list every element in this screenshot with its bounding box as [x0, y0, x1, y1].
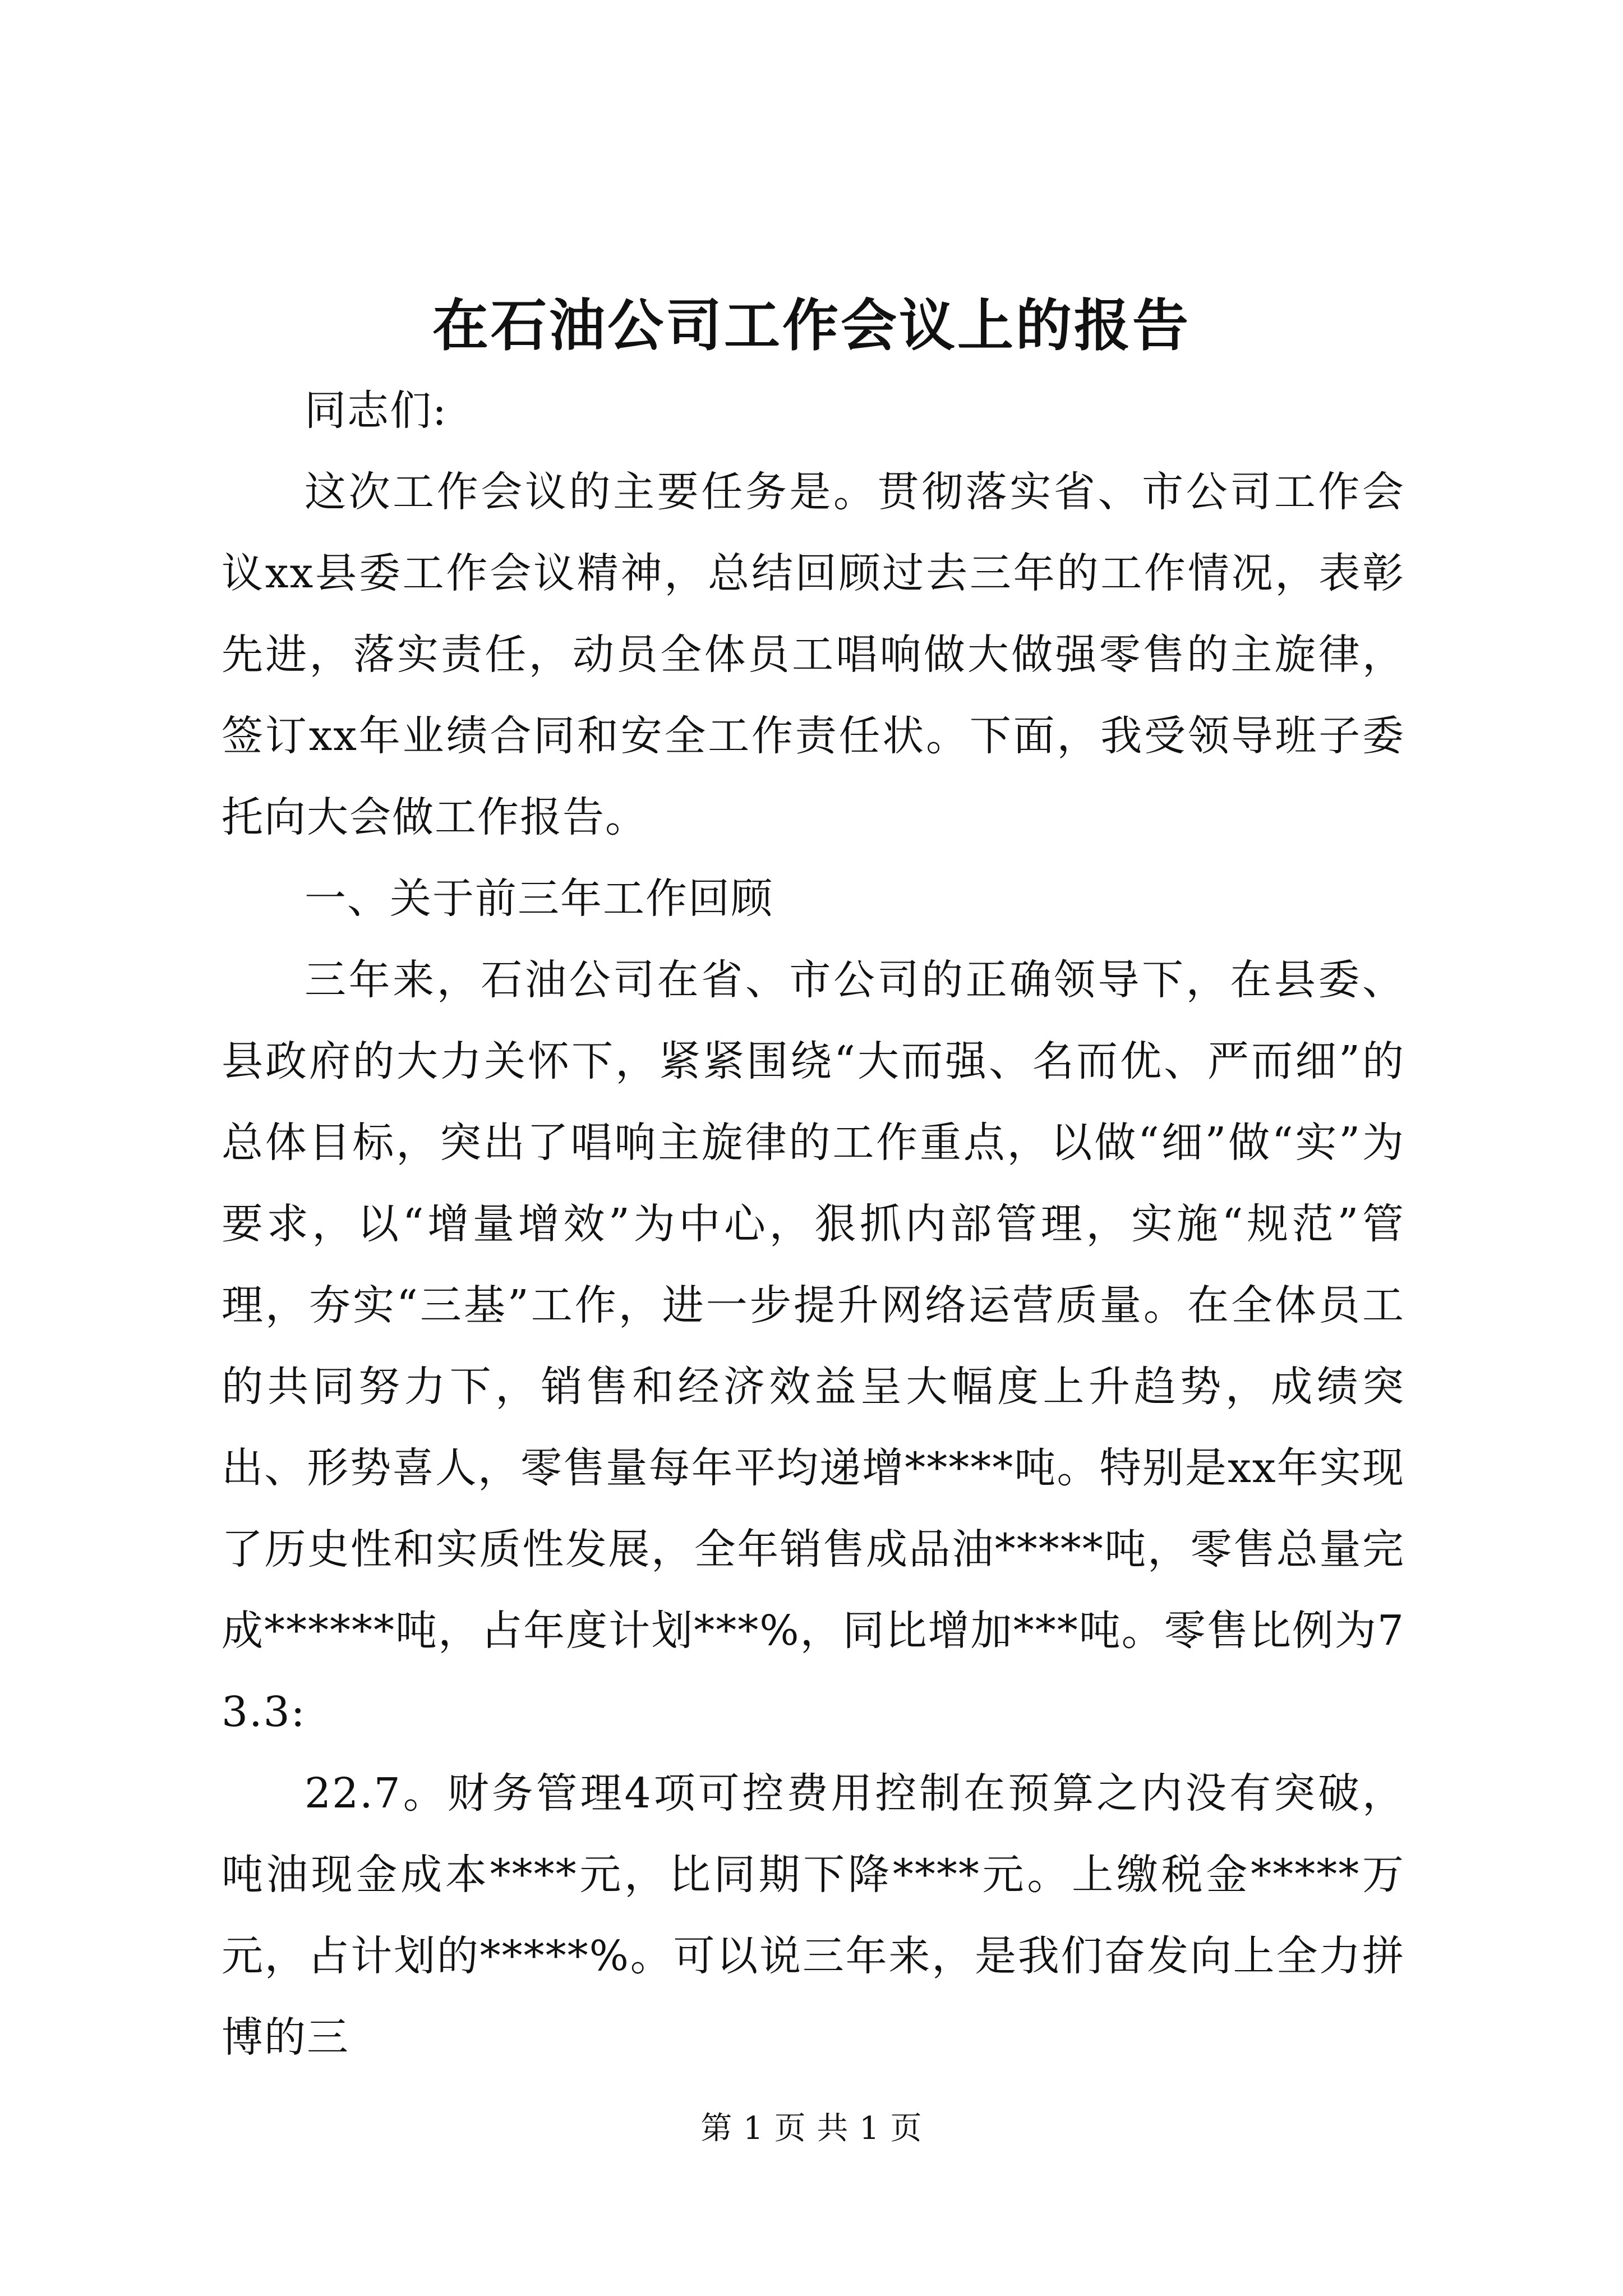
- paragraph-intro: 这次工作会议的主要任务是。贯彻落实省、市公司工作会议xx县委工作会议精神，总结回顾过去三年的工作情况，表彰先进，落实责任，动员全体员工唱响做大做强零售的主旋律，签订xx年业绩合同和安全工作责任状。下面，我受领导班子委托向大会做工作报告。: [222, 468, 1405, 841]
- document-body: [222, 370, 1405, 2078]
- page-footer: 第 1 页 共 1 页: [700, 2110, 923, 2147]
- paragraph-review: 三年来，石油公司在省、市公司的正确领导下，在县委、县政府的大力关怀下，紧紧围绕“大而强、名而优、严而细”的总体目标，突出了唱响主旋律的工作重点，以做“细”做“实”为要求，以“增量增效”为中心，狠抓内部管理，实施“规范”管理，夯实“三基”工作，进一步提升网络运营质量。在全体员工的共同努力下，销售和经济效益呈大幅度上升趋势，成绩突出、形势喜人，零售量每年平均递增*****吨。特别是xx年实现了历史性和实质性发展，全年销售成品油*****吨，零售总量完成******吨，占年度计划***%，同比增加***吨。零售比例为73.3:: [222, 956, 1405, 1736]
- paragraph-finance: 22.7。财务管理4项可控费用控制在预算之内没有突破，吨油现金成本****元，比同期下降****元。上缴税金*****万元，占计划的*****%。可以说三年来，是我们奋发向上全力拼博的三: [222, 1769, 1405, 2062]
- document-title: 在石油公司工作会议上的报告: [432, 292, 1191, 358]
- greeting: 同志们:: [305, 386, 448, 435]
- section-heading: 一、关于前三年工作回顾: [305, 875, 773, 923]
